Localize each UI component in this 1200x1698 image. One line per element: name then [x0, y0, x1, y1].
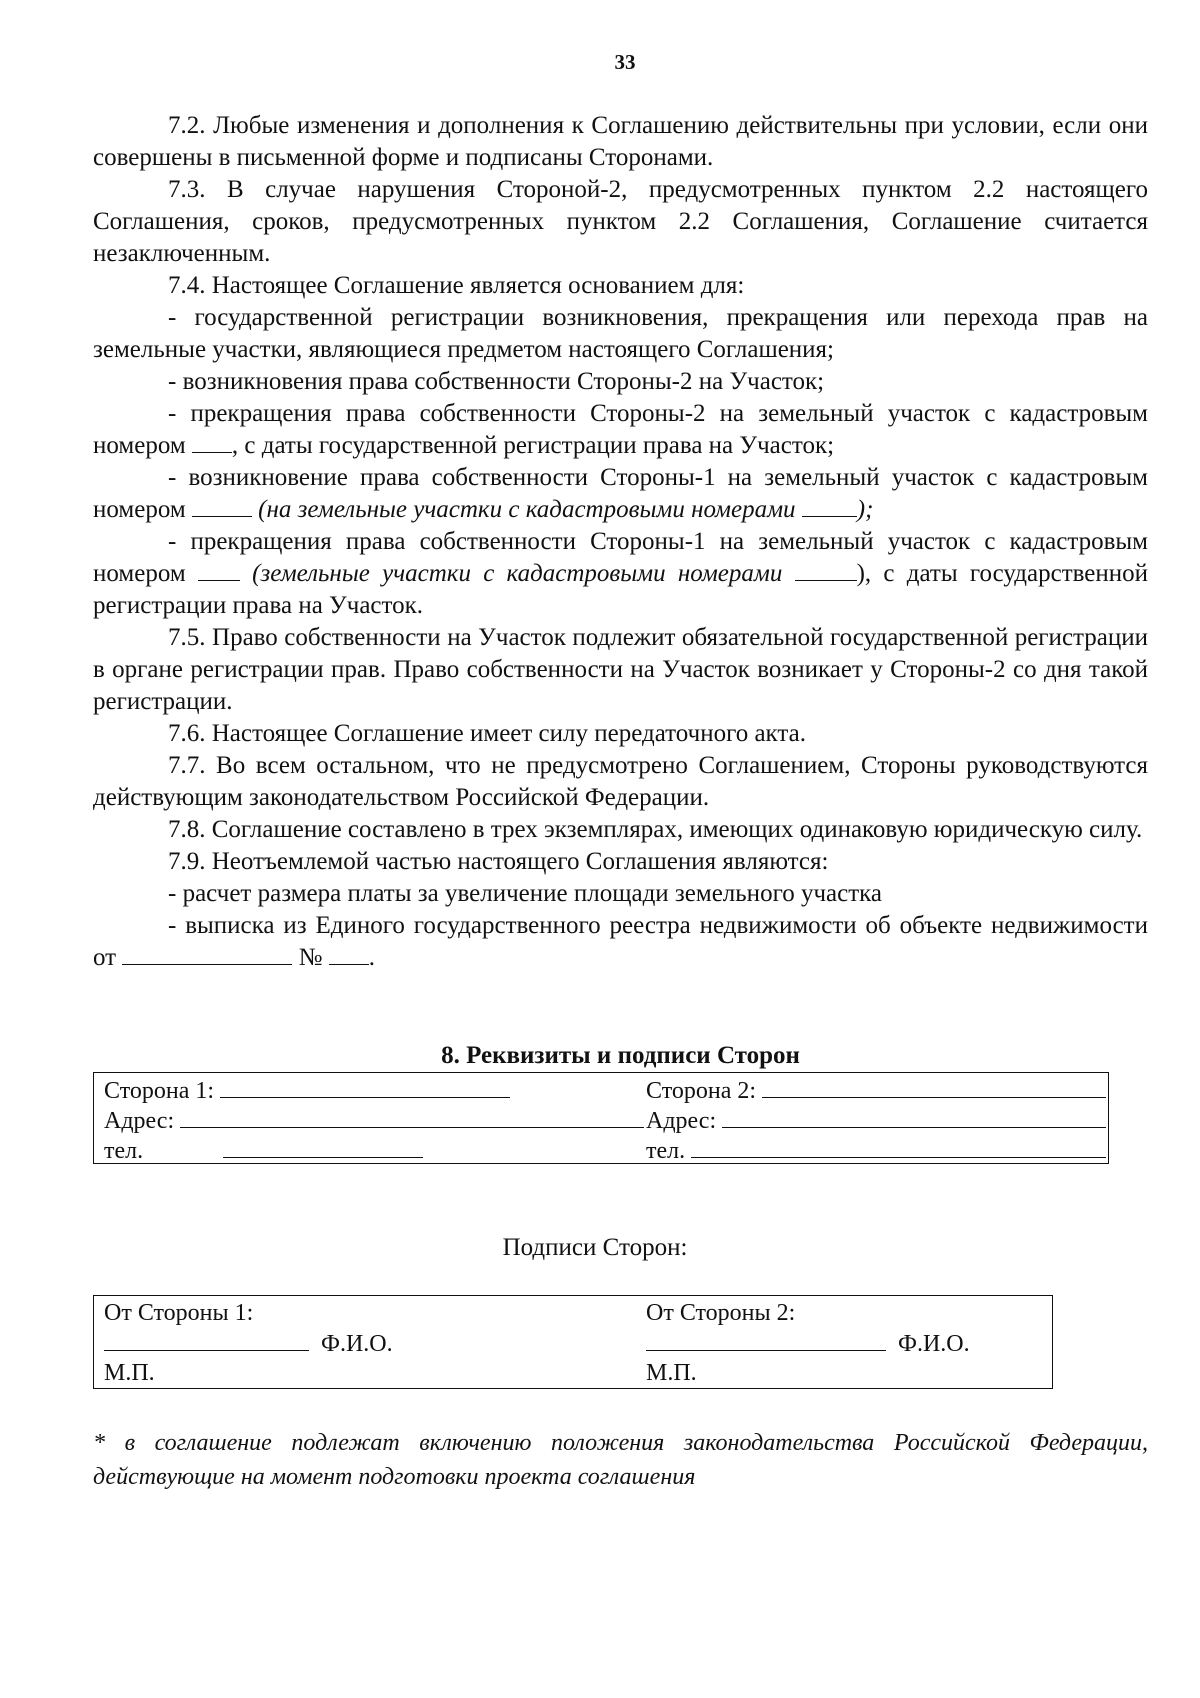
clause-7-9-item-2 [93, 910, 1148, 974]
party-1-address-line [180, 1105, 644, 1128]
clause-7-4-item-3-tail: , с даты государственной регистрации права на Участок; [231, 432, 835, 459]
signature-party-1-label: От Стороны 1: [104, 1300, 254, 1326]
clause-7-4-item-5-tail: ), с даты государственной регистрации права на Участок. [93, 560, 1149, 619]
clause-7-4-item-2: - возникновения права собственности Стороны-2 на Участок; [168, 368, 825, 395]
clause-7-4-item-4 [93, 462, 1148, 526]
party-1-name-line [220, 1075, 510, 1098]
signature-party-1-line-row [104, 1328, 624, 1358]
requisites-party-1 [104, 1075, 644, 1165]
clause-7-9-item-2-tail: . [368, 944, 375, 971]
stamp-label: М.П. [646, 1360, 697, 1386]
signatures-title: Подписи Сторон: [502, 1234, 688, 1261]
fio-label: Ф.И.О. [321, 1331, 393, 1357]
clause-7-9: 7.9. Неотъемлемой частью настоящего Соглашения являются: [168, 848, 829, 875]
signature-party-2-line-row [646, 1328, 1046, 1358]
party-2-address-label: Адрес: [646, 1108, 717, 1134]
requisites-table [93, 1072, 1109, 1164]
party-2-phone-row [646, 1135, 1106, 1165]
stamp-label: М.П. [104, 1360, 155, 1386]
fio-label: Ф.И.О. [898, 1331, 970, 1357]
document-number-blank [329, 944, 369, 965]
clause-7-4-item-5-text: - прекращения права собственности Стороны-1 на земельный участок с кадастровым номером [93, 528, 1148, 587]
clause-7-8: 7.8. Соглашение составлено в трех экземплярах, имеющих одинаковую юридическую силу. [168, 816, 1143, 843]
signatures-table [93, 1295, 1053, 1389]
cadastral-number-blank [192, 496, 252, 517]
clause-7-4-item-3 [93, 398, 1148, 462]
party-1-phone-label: тел. [104, 1138, 144, 1164]
signature-line [646, 1328, 886, 1351]
clause-7-4-item-5-italic: (земельные участки с кадастровыми номерами [252, 560, 783, 587]
party-2-address-row [646, 1105, 1106, 1135]
party-2-address-line [722, 1105, 1106, 1128]
signature-party-1 [104, 1298, 624, 1388]
party-1-address-row [104, 1105, 644, 1135]
party-1-phone-line [223, 1135, 423, 1158]
agreement-text [93, 110, 1148, 974]
cadastral-numbers-blank [802, 496, 857, 517]
clause-7-2: 7.2. Любые изменения и дополнения к Соглашению действительны при условии, если они совершены в письменной форме и подписаны Сторонами. [93, 112, 1148, 171]
requisites-title: 8. Реквизиты и подписи Сторон [441, 1042, 800, 1069]
date-blank [122, 944, 292, 965]
clause-7-7: 7.7. Во всем остальном, что не предусмотрено Соглашением, Стороны руководствуются действующим законодательством Российской Федерации. [93, 752, 1148, 811]
cadastral-numbers-blank [795, 560, 857, 581]
signature-party-2-label: От Стороны 2: [646, 1300, 796, 1326]
clause-7-4-item-1: - государственной регистрации возникновения, прекращения или перехода прав на земельные участки, являющиеся предметом настоящего Соглашения; [93, 304, 1148, 363]
clause-7-5: 7.5. Право собственности на Участок подлежит обязательной государственной регистрации в органе регистрации прав. Право собственности на Участок возникает у Стороны-2 со дня такой регистрации. [93, 624, 1148, 715]
clause-7-4-item-5 [93, 526, 1148, 622]
signature-line [104, 1328, 309, 1351]
clause-7-9-item-1: - расчет размера платы за увеличение площади земельного участка [168, 880, 883, 907]
party-2-label: Сторона 2: [646, 1078, 757, 1104]
party-1-label: Сторона 1: [104, 1078, 215, 1104]
number-sign: № [298, 944, 323, 971]
party-1-name-row [104, 1075, 644, 1105]
clause-7-9-item-2-text: - выписка из Единого государственного реестра недвижимости об объекте недвижимости от [93, 912, 1148, 971]
clause-7-4-item-4-tail: ); [856, 496, 874, 523]
party-1-address-label: Адрес: [104, 1108, 175, 1134]
cadastral-number-blank [192, 432, 232, 453]
requisites-party-2 [646, 1075, 1106, 1165]
footnote: * в соглашение подлежат включению положения законодательства Российской Федерации, действующие на момент подготовки проекта соглашения [93, 1430, 1148, 1490]
party-2-name-row [646, 1075, 1106, 1105]
cadastral-number-blank [198, 560, 240, 581]
clause-7-4-item-4-italic: (на земельные участки с кадастровыми номерами [258, 496, 796, 523]
clause-7-3: 7.3. В случае нарушения Стороной-2, предусмотренных пунктом 2.2 настоящего Соглашения, сроков, предусмотренных пунктом 2.2 Соглашения, Соглашение считается незаключенным. [93, 176, 1148, 267]
party-2-name-line [762, 1075, 1106, 1098]
party-1-phone-row [104, 1135, 644, 1165]
party-2-phone-label: тел. [646, 1138, 686, 1164]
clause-7-4-item-4-text: - возникновение права собственности Стороны-1 на земельный участок с кадастровым номером [93, 464, 1148, 523]
clause-7-4-item-3-text: - прекращения права собственности Стороны-2 на земельный участок с кадастровым номером [93, 400, 1148, 459]
clause-7-6: 7.6. Настоящее Соглашение имеет силу передаточного акта. [168, 720, 806, 747]
page-number: 33 [614, 50, 636, 74]
signature-party-2 [646, 1298, 1046, 1388]
party-2-phone-line [691, 1135, 1106, 1158]
clause-7-4: 7.4. Настоящее Соглашение является основанием для: [168, 272, 745, 299]
